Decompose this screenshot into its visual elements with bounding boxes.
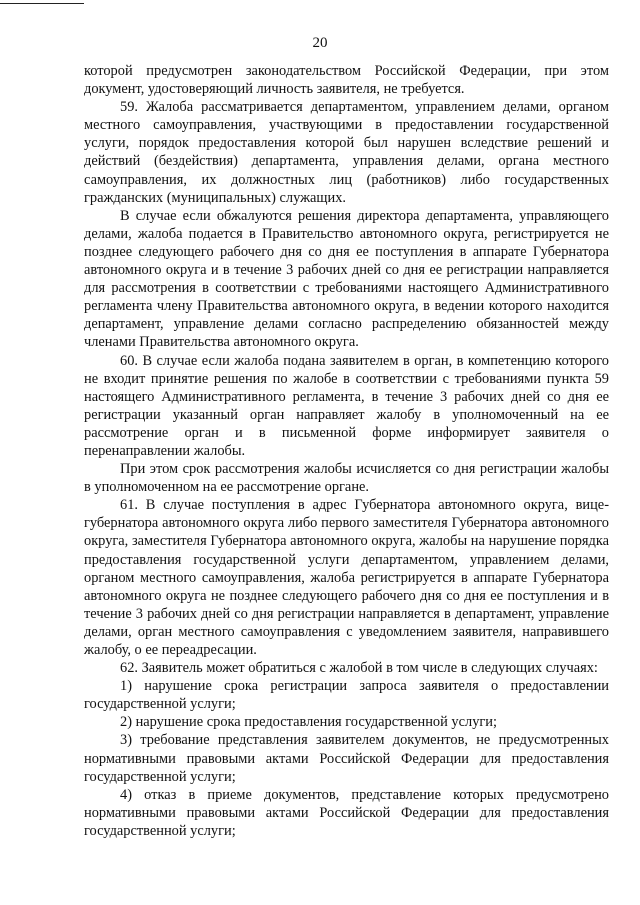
corner-rule xyxy=(0,3,84,4)
page-number: 20 xyxy=(312,35,328,51)
paragraph-61: 61. В случае поступления в адрес Губернатора автономного округа, вице-губернатора автономного округа либо первого заместителя Губернатора автономного округа, заместителя Губернатора автономного округа, жалобы на нарушение порядка предоставления государственной услуги департаментом, управлением делами, органом местного самоуправления, жалоба регистрируется в аппарате Губернатора автономного округа не позднее следующего рабочего дня со дня ее поступления и в течение 3 рабочих дней со дня регистрации направляется в департамент, управление делами, орган местного самоуправления с уведомлением заявителя, направившего жалобу, о ее переадресации. xyxy=(84,497,609,658)
paragraph-59-director-complaint: В случае если обжалуются решения директора департамента, управляющего делами, жалоба подается в Правительство автономного округа, регистрируется не позднее следующего рабочего дня со дня ее поступления в аппарате Губернатора автономного округа и в течение 3 рабочих дней со дня ее регистрации направляется для рассмотрения в соответствии с требованиями настоящего Административного регламента члену Правительства автономного округа, в ведении которого находится департамент, управление делами согласно распределению обязанностей между членами Правительства автономного округа. xyxy=(84,207,609,351)
paragraph-60: 60. В случае если жалоба подана заявителем в орган, в компетенцию которого не входит принятие решения по жалобе в соответствии с требованиями пункта 59 настоящего Административного регламента, в течение 3 рабочих дней со дня ее регистрации указанный орган направляет жалобу в уполномоченный на ее рассмотрение орган и в письменной форме информирует заявителя о перенаправлении жалобы. xyxy=(84,352,609,459)
list-item-1: 1) нарушение срока регистрации запроса заявителя о предоставлении государственной услуги; xyxy=(84,678,609,713)
paragraph-60-term: При этом срок рассмотрения жалобы исчисляется со дня регистрации жалобы в уполномоченном на ее рассмотрение органе. xyxy=(84,461,609,496)
list-item-2: 2) нарушение срока предоставления государственной услуги; xyxy=(120,714,497,731)
paragraph-continuation: которой предусмотрен законодательством Российской Федерации, при этом документ, удостоверяющий личность заявителя, не требуется. xyxy=(84,63,609,98)
list-item-4: 4) отказ в приеме документов, представление которых предусмотрено нормативными правовыми актами Российской Федерации для предоставления государственной услуги; xyxy=(84,786,609,839)
list-item-3: 3) требование представления заявителем документов, не предусмотренных нормативными правовыми актами Российской Федерации для предоставления государственной услуги; xyxy=(84,732,609,785)
document-body xyxy=(84,62,609,840)
paragraph-59: 59. Жалоба рассматривается департаментом, управлением делами, органом местного самоуправления, участвующими в предоставлении государственной услуги, порядок предоставления которой был нарушен вследствие решений и действий (бездействия) департамента, управления делами, органа местного самоуправления, их должностных лиц (работников) либо государственных гражданских (муниципальных) служащих. xyxy=(84,99,609,206)
paragraph-62: 62. Заявитель может обратиться с жалобой в том числе в следующих случаях: xyxy=(120,660,598,677)
